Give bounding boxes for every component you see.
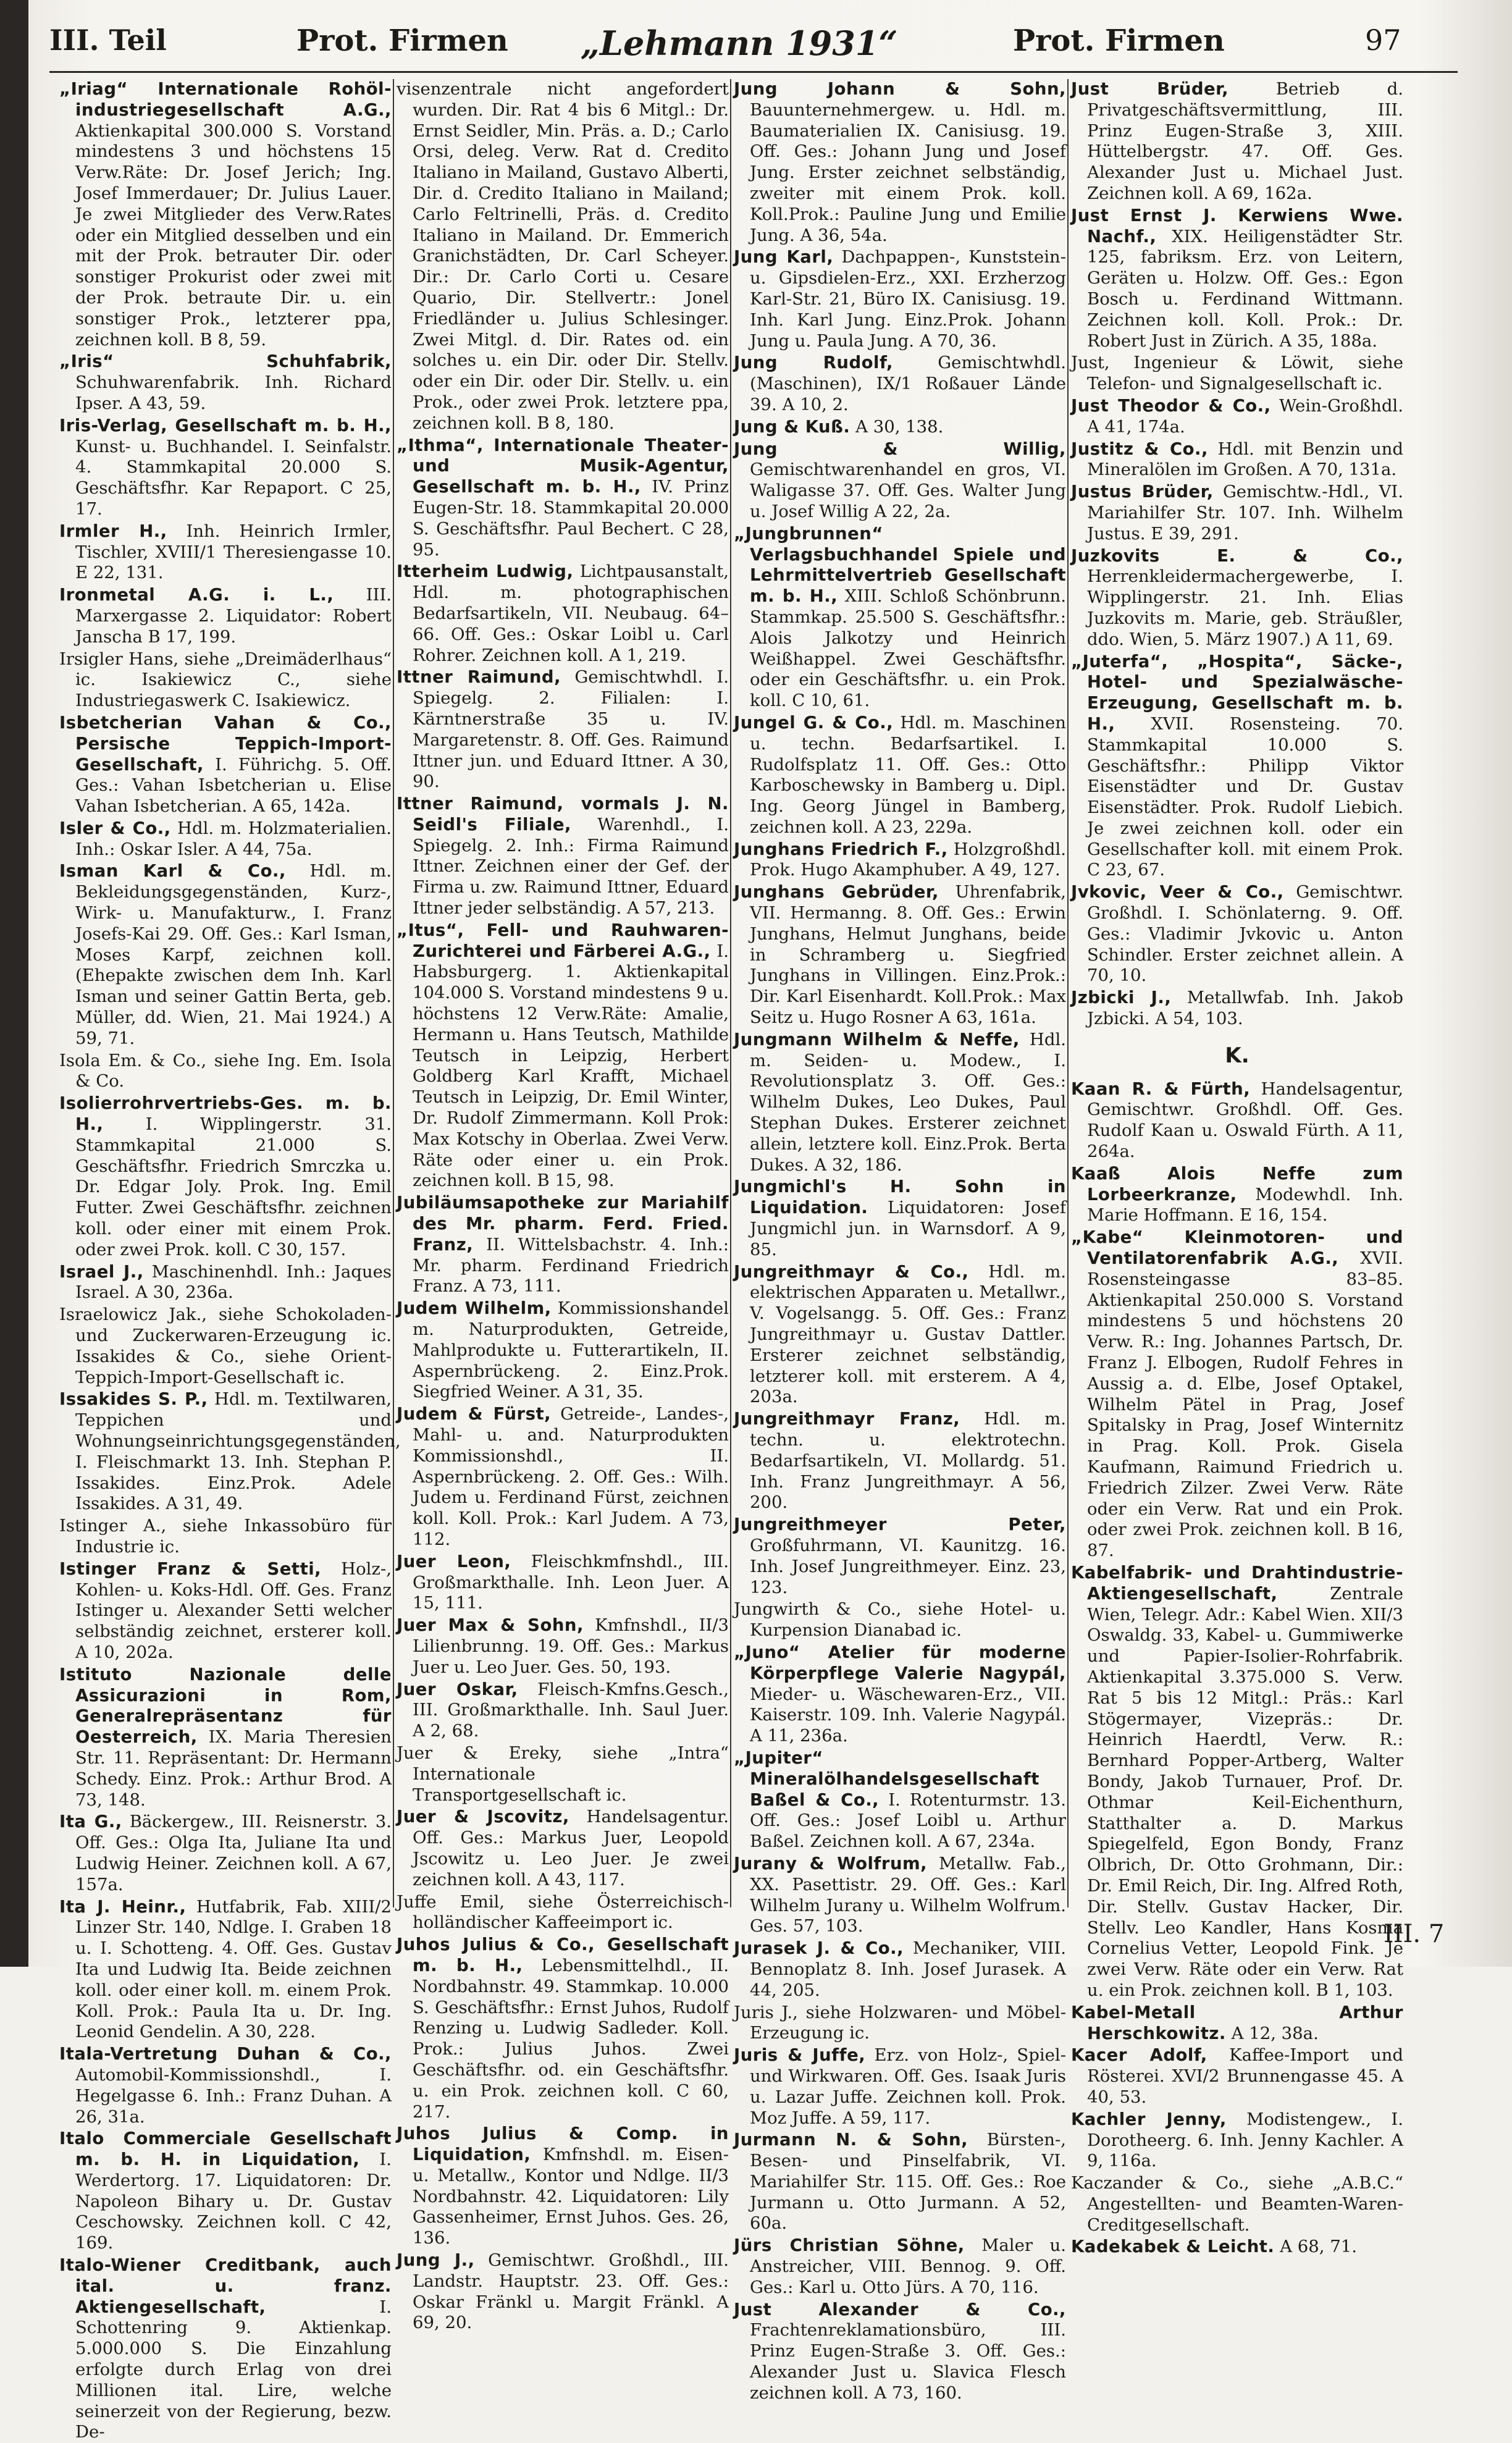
firm-name: Jung Johann & Sohn, xyxy=(734,79,1066,99)
header-center-title: „Lehmann 1931“ xyxy=(581,23,898,63)
entry-details: Holzgroßhdl. Prok. Hugo Akamphuber. A 49, 127. xyxy=(750,839,1067,880)
entry-details: Lichtpausanstalt, Hdl. m. photographischen Bedarfsartikeln, VII. Neubaug. 64–66. Off. Ges.: Oskar Loibl u. Carl Rohrer. Zeichnen koll. A 1, 219. xyxy=(413,561,729,665)
directory-entry xyxy=(59,521,392,584)
firm-name: Irmler H., xyxy=(59,521,167,541)
firm-name: Jung & Willig, xyxy=(734,439,1066,459)
entry-details: Hdl. mit Benzin und Mineralölen im Großen. A 70, 131a. xyxy=(1087,439,1403,480)
directory-entry xyxy=(734,79,1066,246)
directory-entry xyxy=(734,1599,1066,1641)
directory-entry xyxy=(397,561,729,666)
directory-entry xyxy=(59,1516,392,1558)
directory-entry xyxy=(734,247,1066,351)
directory-entry xyxy=(1071,206,1403,352)
firm-name: Jungreithmayr & Co., xyxy=(734,1261,969,1282)
entry-details: visenzentrale nicht angefordert wurden. Dir. Rat 4 bis 6 Mitgl.: Dr. Ernst Seidler, Min. Präs. a. D.; Carlo Orsi, deleg. Verw. Rat d. Credito Italiano in Mailand, Gustavo Alberti, Dir. d. Credito Italiano in Mailand; Carlo Feltrinelli, Präs. d. Credito Italiano in Mailand. Dr. Emmerich Granichstädten, Dr. Carl Scheyer. Dir.: Dr. Carlo Corti u. Cesare Quario, Dir. Stellvertr.: Jonel Friedländer u. Julius Schlesinger. Zwei Mitgl. d. Dir. Rates od. ein solches u. ein Dir. oder Dir. Stellv. oder ein Dir. oder Dir. Stellv. u. ein Prok., oder zwei Prok. letztere ppa, zeichnen koll. B 8, 180. xyxy=(397,79,729,433)
entry-details: Jungwirth & Co., siehe Hotel- u. Kurpension Dianabad ic. xyxy=(734,1599,1066,1641)
directory-entry xyxy=(59,585,392,647)
entry-details: Liquidatoren: Josef Jungmichl jun. in Warnsdorf. A 9, 85. xyxy=(750,1198,1066,1259)
entry-details: Hdl. m. Bekleidungsgegenständen, Kurz-, Wirk- u. Manufakturw., I. Franz Josefs-Kai 29. Off. Ges.: Karl Isman, Moses Karpf, zeichnen koll. (Ehepakte zwischen dem Inh. Karl Isman und seiner Gattin Berta, geb. Müller, dd. Wien, 21. Mai 1924.) A 59, 71. xyxy=(75,861,392,1048)
entry-details: Kaffee-Import und Rösterei. XVI/2 Brunnengasse 45. A 40, 53. xyxy=(1087,2045,1403,2107)
entry-details: Juer & Ereky, siehe „Intra“ Internationale Transportgesellschaft ic. xyxy=(397,1743,729,1805)
firm-name: Jubiläumsapotheke zur Mariahilf des Mr. pharm. Ferd. Fried. Franz, xyxy=(397,1193,729,1255)
firm-name: Isler & Co., xyxy=(59,818,171,838)
directory-entry xyxy=(397,1892,729,1934)
entry-details: XVII. Rosensteingasse 83–85. Aktienkapital 250.000 S. Vorstand mindestens 5 und höchstens 20 Verw. R.: Ing. Johannes Partsch, Dr. Franz J. Elbogen, Rudolf Fehres in Aussig a. d. Elbe, Josef Optakel, Wilhelm Pätel in Prag, Josef Spitalsky in Prag, Josef Winternitz in Prag. Koll. Prok. Gisela Kaufmann, Raimund Friedrich u. Friedrich Zilzer. Zwei Verw. Räte oder ein Verw. Rat und ein Prok. oder zwei Prok. zeichnen koll. B 16, 87. xyxy=(1087,1248,1403,1561)
firm-name: Jungmann Wilhelm & Neffe, xyxy=(734,1029,1020,1049)
entry-details: I. Werdertorg. 17. Liquidatoren: Dr. Napoleon Bihary u. Dr. Gustav Ceschowsky. Zeichnen koll. C 42, 169. xyxy=(75,2150,392,2253)
directory-entry xyxy=(1071,2109,1403,2172)
entry-details: Kommissionshandel m. Naturprodukten, Getreide, Mahlprodukte u. Futterartikeln, II. Aspernbrückeng. 2. Einz.Prok. Siegfried Weiner. A 31, 35. xyxy=(413,1298,729,1402)
entry-details: Hdl. m. Textilwaren, Teppichen und Wohnungseinrichtungsgegenständen, I. Fleischmarkt 13. Inh. Stephan P. Issakides. Einz.Prok. Adele Issakides. A 31, 49. xyxy=(75,1389,401,1514)
entry-details: IV. Prinz Eugen-Str. 18. Stammkapital 20.000 S. Geschäftsfhr. Paul Bechert. C 28, 95. xyxy=(413,477,729,560)
directory-entry xyxy=(1071,2045,1403,2108)
entry-details: Bäckergew., III. Reisnerstr. 3. Off. Ges.: Olga Ita, Juliane Ita und Ludwig Heiner. Zeichnen koll. A 67, 157a. xyxy=(75,1812,392,1894)
entry-details: Isola Em. & Co., siehe Ing. Em. Isola & Co. xyxy=(59,1050,392,1091)
entry-details: Zentrale Wien, Telegr. Adr.: Kabel Wien. XII/3 Oswaldg. 33, Kabel- u. Gummiwerke und Papier-Isolier-Rohrfabrik. Aktienkapital 3.375.000 S. Verw. Rat 5 bis 12 Mitgl.: Präs.: Karl Stögermayer, Vizepräs.: Dr. Heinrich Haerdtl, Verw. R.: Bernhard Popper-Artberg, Walter Bondy, Jakob Turnauer, Prof. Dr. Othmar Keil-Eichenthurn, Statthalter a. D. Markus Spiegelfeld, Egon Bondy, Franz Olbrich, Dr. Otto Grohmann, Dir.: Dr. Emil Reich, Dir. Ing. Alfred Roth, Dir. Stellv. Gustav Hacker, Dir. Stellv. Leo Kandler, Hans Kosma Cornelius Vetter, Leopold Fink. Je zwei Verw. Räte oder ein Verw. Rat u. ein Prok. zeichnen koll. B 1, 103. xyxy=(1087,1583,1403,2000)
entry-details: Getreide-, Landes-, Mahl- u. and. Naturprodukten Kommissionshdl., II. Aspernbrückeng. 2. Off. Ges.: Wilh. Judem u. Ferdinand Fürst, zeichnen koll. Koll. Prok.: Karl Judem. A 73, 112. xyxy=(413,1404,729,1549)
entry-details: Erz. von Holz-, Spiel- und Wirkwaren. Off. Ges. Isaak Juris u. Lazar Juffe. Zeichnen koll. Prok. Moz Juffe. A 59, 117. xyxy=(750,2045,1067,2128)
entry-details: Wein-Großhdl. A 41, 174a. xyxy=(1087,395,1403,437)
directory-entry xyxy=(59,861,392,1049)
page-edge-shadow xyxy=(0,0,28,1967)
entry-details: Juffe Emil, siehe Österreichisch-holländischer Kaffeeimport ic. xyxy=(397,1891,729,1933)
entry-details: I. Habsburgerg. 1. Aktienkapital 104.000 S. Vorstand mindestens 9 u. höchstens 12 Verw.Räte: Amalie, Hermann u. Hans Teutsch, Mathilde Teutsch in Leipzig, Herbert Goldberg Karl Krafft, Michael Teutsch in Leipzig, Dr. Emil Winter, Dr. Rudolf Zimmermann. Koll Prok: Max Kotschy in Oberlaa. Zwei Verw. Räte oder einer u. ein Prok. zeichnen koll. B 15, 98. xyxy=(413,941,729,1191)
directory-entry xyxy=(734,439,1066,523)
entry-details: Herrenkleidermachergewerbe, I. Wipplingerstr. 21. Inh. Elias Juzkovits m. Marie, geb. Sträußler, ddo. Wien, 5. März 1907.) A 11, 69. xyxy=(1087,566,1403,649)
entry-details: Hdl. m. Seiden- u. Modew., I. Revolutionsplatz 3. Off. Ges.: Wilhelm Dukes, Leo Dukes, Paul Stephan Dukes. Ersterer zeichnet allein, letztere koll. Einz.Prok. Berta Dukes. A 32, 186. xyxy=(750,1029,1066,1175)
directory-entry xyxy=(59,351,392,414)
entry-details: Hdl. m. elektrischen Apparaten u. Metallwr., V. Vogelsangg. 5. Off. Ges.: Franz Jungreithmayr u. Gustav Dattler. Ersterer zeichnet selbständig, letzterer koll. mit ersterem. A 4, 203a. xyxy=(750,1261,1067,1407)
directory-entry xyxy=(59,2129,392,2254)
directory-entry xyxy=(734,2130,1066,2234)
entry-details: I. Rotenturmstr. 13. Off. Ges.: Josef Loibl u. Arthur Baßel. Zeichnen koll. A 67, 234a. xyxy=(750,1789,1066,1852)
firm-name: Jungel G. & Co., xyxy=(734,712,894,733)
firm-name: Kachler Jenny, xyxy=(1071,2109,1227,2129)
firm-name: Ita G., xyxy=(59,1812,122,1832)
directory-entry xyxy=(397,1935,729,2122)
firm-name: „Kabe“ Kleinmotoren- und Ventilatorenfabrik A.G., xyxy=(1071,1227,1403,1269)
firm-name: „Ithma“, Internationale Theater- und Musik-Agentur, Gesellschaft m. b. H., xyxy=(397,435,729,497)
directory-entry xyxy=(397,1193,729,1297)
entry-details: Mieder- u. Wäschewaren-Erz., VII. Kaiserstr. 109. Inh. Valerie Nagypál. A 11, 236a. xyxy=(750,1684,1066,1746)
directory-entry xyxy=(59,818,392,860)
directory-column-3 xyxy=(734,79,1067,2403)
firm-name: Jürs Christian Söhne, xyxy=(734,2235,965,2256)
firm-name: Just Ernst J. Kerwiens Wwe. Nachf., xyxy=(1071,205,1403,246)
entry-details: Inh. Heinrich Irmler, Tischler, XVIII/1 Theresiengasse 10. E 22, 131. xyxy=(75,521,392,583)
entry-details: Israelowicz Jak., siehe Schokoladen- und Zuckerwaren-Erzeugung ic. Issakides & Co., siehe Orient-Teppich-Import-Gesellschaft ic. xyxy=(59,1305,392,1387)
directory-entry xyxy=(397,2124,729,2249)
entry-details: Kaczander & Co., siehe „A.B.C.“ Angestellten- und Beamten-Waren-Creditgesellschaft. xyxy=(1071,2173,1403,2235)
directory-entry xyxy=(1071,988,1403,1030)
firm-name: Jvkovic, Veer & Co., xyxy=(1071,882,1284,902)
directory-entry xyxy=(397,794,729,919)
firm-name: Kacer Adolf, xyxy=(1071,2045,1208,2066)
entry-details: Gemischtwhdl. (Maschinen), IX/1 Roßauer Lände 39. A 10, 2. xyxy=(750,353,1066,414)
entry-details: Schuhwarenfabrik. Inh. Richard Ipser. A 43, 59. xyxy=(75,372,392,413)
firm-name: Istituto Nazionale delle Assicurazioni in Rom, Generalrepräsentanz für Oesterreich, xyxy=(59,1664,392,1747)
entry-details: Betrieb d. Privatgeschäftsvermittlung, III. Prinz Eugen-Straße 3, XIII. Hüttelbergstr. 47. Off. Ges. Alexander Just u. Michael Just. Zeichnen koll. A 69, 162a. xyxy=(1087,79,1403,203)
firm-name: Jungmichl's H. Sohn in Liquidation. xyxy=(734,1177,1066,1218)
firm-name: Kabelfabrik- und Drahtindustrie-Aktiengesellschaft, xyxy=(1071,1562,1403,1604)
directory-entry xyxy=(734,1409,1066,1513)
firm-name: Justitz & Co., xyxy=(1071,439,1208,459)
firm-name: Juhos Julius & Comp. in Liquidation, xyxy=(397,2124,729,2165)
directory-entry xyxy=(734,2045,1066,2129)
firm-name: Istinger Franz & Setti, xyxy=(59,1558,322,1579)
firm-name: Juhos Julius & Co., Gesellschaft m. b. H., xyxy=(397,1935,729,1975)
entry-details: Maler u. Anstreicher, VIII. Bennog. 9. Off. Ges.: Karl u. Otto Jürs. A 70, 116. xyxy=(750,2235,1066,2297)
firm-name: „Juterfa“, „Hospita“, Säcke-, Hotel- und Spezialwäsche-Erzeugung, Gesellschaft m. b. H., xyxy=(1071,651,1403,734)
directory-entry xyxy=(397,1680,729,1742)
directory-entry xyxy=(59,649,392,712)
directory-entry xyxy=(1071,882,1403,986)
entry-details: I. Schottenring 9. Aktienkap. 5.000.000 S. Die Einzahlung erfolgte durch Erlag von drei Millionen ital. Lire, welche seinerzeit von der Regierung, bezw. De- xyxy=(75,2297,392,2442)
entry-details: Uhrenfabrik, VII. Hermanng. 8. Off. Ges.: Erwin Junghans, Helmut Junghans, beide in Schramberg u. Siegfried Junghans in Villingen. Einz.Prok.: Dir. Karl Eisenhardt. Koll.Prok.: Max Seitz u. Hugo Rosner A 63, 161a. xyxy=(750,882,1066,1028)
directory-column-1 xyxy=(59,79,401,2442)
directory-entry xyxy=(1071,1079,1403,1163)
entry-details: Gemischtw.-Hdl., VI. Mariahilfer Str. 107. Inh. Wilhelm Justus. E 39, 291. xyxy=(1087,482,1403,544)
entry-details: Just, Ingenieur & Löwit, siehe Telefon- und Signalgesellschaft ic. xyxy=(1071,353,1403,394)
firm-name: Jung & Kuß. xyxy=(734,416,850,437)
firm-name: Juer & Jscovitz, xyxy=(397,1807,569,1827)
directory-entry xyxy=(734,2235,1066,2298)
directory-entry xyxy=(59,1051,392,1093)
entry-details: Gemischtwhdl. I. Spiegelg. 2. Filialen: I. Kärntnerstraße 35 u. IV. Margaretenstr. 8. Off. Ges. Raimund Ittner jun. und Eduard Ittner. A 30, 90. xyxy=(413,667,729,792)
firm-name: Ironmetal A.G. i. L., xyxy=(59,585,334,605)
directory-entry xyxy=(734,1262,1066,1408)
firm-name: Jungreithmayr Franz, xyxy=(734,1409,960,1429)
entry-details: Modewhdl. Inh. Marie Hoffmann. E 16, 154. xyxy=(1087,1184,1403,1226)
column-divider xyxy=(1067,79,1069,1907)
directory-entry xyxy=(734,524,1066,712)
entry-details: Istinger A., siehe Inkassobüro für Industrie ic. xyxy=(59,1516,392,1557)
firm-name: Itala-Vertretung Duhan & Co., xyxy=(59,2044,392,2064)
firm-name: Itterheim Ludwig, xyxy=(397,561,574,582)
entry-details: Metallwfab. Inh. Jakob Jzbicki. A 54, 103. xyxy=(1087,988,1403,1029)
directory-entry xyxy=(1071,396,1403,438)
firm-name: Iris-Verlag, Gesellschaft m. b. H., xyxy=(59,415,392,435)
directory-entry xyxy=(59,416,392,520)
entry-details: Hdl. m. techn. u. elektrotechn. Bedarfsartikeln, VI. Mollardg. 51. Inh. Franz Jungreithmayr. A 56, 200. xyxy=(750,1409,1066,1513)
directory-entry xyxy=(397,1615,729,1678)
directory-entry xyxy=(1071,652,1403,881)
entry-details: Lebensmittelhdl., II. Nordbahnstr. 49. Stammkap. 10.000 S. Geschäftsfhr.: Ernst Juhos, Rudolf Renzing u. Ludwig Sadleder. Koll. Prok.: Julius Juhos. Zwei Geschäftsfhr. od. ein Geschäftsfhr. u. ein Prok. zeichnen koll. C 60, 217. xyxy=(413,1955,729,2122)
directory-entry xyxy=(734,1854,1066,1937)
directory-entry xyxy=(1071,439,1403,481)
entry-details: IX. Maria Theresien Str. 11. Repräsentant: Dr. Hermann Schedy. Einz. Prok.: Arthur Brod. A 73, 148. xyxy=(75,1727,392,1810)
firm-name: „Iris“ Schuhfabrik, xyxy=(59,351,392,372)
directory-entry xyxy=(397,1552,729,1614)
directory-entry xyxy=(59,1897,392,2043)
entry-details: Hutfabrik, Fab. XIII/2 Linzer Str. 140, Ndlge. I. Graben 18 u. I. Schotteng. 4. Off. Ges. Gustav Ita und Ludwig Ita. Beide zeichnen koll. oder einer koll. m. einem Prok. Koll. Prok.: Paula Ita u. Dr. Ing. Leonid Gendelin. A 30, 228. xyxy=(75,1896,392,2042)
entry-details: Großfuhrmann, VI. Kaunitzg. 16. Inh. Josef Jungreithmeyer. Einz. 23, 123. xyxy=(750,1535,1066,1597)
firm-name: „Jupiter“ Mineralölhandelsgesellschaft Baßel & Co., xyxy=(734,1747,1040,1810)
firm-name: „Jungbrunnen“ Verlagsbuchhandel Spiele und Lehrmittelvertrieb Gesellschaft m. b. H., xyxy=(734,523,1066,607)
entry-details: XIII. Schloß Schönbrunn. Stammkap. 25.500 S. Geschäftsfhr.: Alois Jalkotzy und Heinrich Weißhappel. Zwei Geschäftsfhr. oder ein Geschäftsfhr. u. ein Prok. koll. C 10, 61. xyxy=(750,586,1066,711)
directory-entry xyxy=(397,1743,729,1806)
entry-details: Bauunternehmergew. u. Hdl. m. Baumaterialien IX. Canisiusg. 19. Off. Ges.: Johann Jung und Josef Jung. Erster zeichnet selbständig, zweiter mit einem Prok. koll. Koll.Prok.: Pauline Jung und Emilie Jung. A 36, 54a. xyxy=(750,99,1066,245)
directory-entry xyxy=(1071,79,1403,204)
directory-entry xyxy=(397,2250,729,2334)
page-header xyxy=(49,23,1451,67)
firm-name: Jung Rudolf, xyxy=(734,353,893,373)
entry-details: Automobil-Kommissionshdl., I. Hegelgasse 6. Inh.: Franz Duhan. A 26, 31a. xyxy=(75,2064,392,2127)
firm-name: Juris & Juffe, xyxy=(734,2045,866,2066)
firm-name: Israel J., xyxy=(59,1261,144,1282)
entry-details: Handelsagentur, Gemischtwr. Großhdl. Off. Ges. Rudolf Kaan u. Oswald Fürth. A 11, 264a. xyxy=(1087,1079,1403,1162)
header-right-title: Prot. Firmen xyxy=(1013,23,1225,58)
entry-details: Hdl. m. Maschinen u. techn. Bedarfsartikel. I. Rudolfsplatz 11. Off. Ges.: Otto Karboschewsky in Bamberg u. Dipl. Ing. Georg Jüngel in Bamberg, zeichnen koll. A 23, 229a. xyxy=(750,712,1067,837)
firm-name: „Juno“ Atelier für moderne Körperpflege Valerie Nagypál, xyxy=(734,1642,1066,1683)
entry-details: Gemischtwr. Großhdl., III. Landstr. Hauptstr. 23. Off. Ges.: Oskar Fränkl u. Margit Fränkl. A 69, 20. xyxy=(413,2250,729,2333)
firm-name: Italo Commerciale Gesellschaft m. b. H. in Liquidation, xyxy=(59,2129,392,2170)
firm-name: Jung J., xyxy=(397,2250,475,2271)
directory-entry xyxy=(59,1559,392,1663)
firm-name: Justus Brüder, xyxy=(1071,482,1214,502)
firm-name: Juer Leon, xyxy=(397,1551,511,1571)
firm-name: Isbetcherian Vahan & Co., Persische Teppich-Import-Gesellschaft, xyxy=(59,712,392,775)
entry-details: Maschinenhdl. Inh.: Jaques Israel. A 30, 236a. xyxy=(75,1261,392,1303)
firm-name: Kaan R. & Fürth, xyxy=(1071,1079,1251,1099)
column-divider xyxy=(730,79,731,1907)
entry-details: Fleisch-Kmfns.Gesch., III. Großmarkthalle. Inh. Saul Juer. A 2, 68. xyxy=(413,1679,729,1741)
directory-entry xyxy=(59,1093,392,1260)
directory-entry xyxy=(59,713,392,817)
directory-entry xyxy=(397,1807,729,1890)
entry-details: Mechaniker, VIII. Bennoplatz 8. Inh. Josef Jurasek. A 44, 205. xyxy=(750,1938,1067,2000)
directory-entry xyxy=(59,79,392,350)
directory-entry xyxy=(1071,1227,1403,1562)
directory-entry xyxy=(1071,2237,1403,2258)
firm-name: Junghans Gebrüder, xyxy=(734,882,939,902)
directory-entry xyxy=(734,2003,1066,2045)
directory-entry xyxy=(734,1030,1066,1176)
firm-name: Kaaß Alois Neffe zum Lorbeerkranze, xyxy=(1071,1163,1403,1205)
firm-name: Jurany & Wolfrum, xyxy=(734,1853,928,1873)
section-letter: K. xyxy=(1225,1043,1250,1068)
entry-details: Metallw. Fab., XX. Pasettistr. 29. Off. Ges.: Karl Wilhelm Jurany u. Wilhelm Wolfrum. Ges. 57, 103. xyxy=(750,1853,1066,1936)
directory-column-2 xyxy=(397,79,729,2333)
firm-name: Jungreithmeyer Peter, xyxy=(734,1515,1066,1535)
entry-details: Frachtenreklamationsbüro, III. Prinz Eugen-Straße 3. Off. Ges.: Alexander Just u. Slavica Flesch zeichnen koll. A 73, 160. xyxy=(750,2320,1066,2403)
directory-entry xyxy=(734,1515,1066,1598)
entry-details: A 68, 71. xyxy=(1280,2237,1357,2257)
firm-name: Isolierrohrvertriebs-Ges. m. b. H., xyxy=(59,1093,392,1135)
directory-entry xyxy=(1071,1563,1403,2001)
entry-details: Holz-, Kohlen- u. Koks-Hdl. Off. Ges. Franz Istinger u. Alexander Setti welcher selbständig zeichnet, ersterer koll. A 10, 202a. xyxy=(75,1558,392,1662)
directory-column-4 xyxy=(1071,79,1403,2257)
directory-entry xyxy=(59,1262,392,1304)
page-number: 97 xyxy=(1365,23,1401,57)
entry-details: Fleischkmfnshdl., III. Großmarkthalle. Inh. Leon Juer. A 15, 111. xyxy=(413,1551,729,1613)
directory-entry xyxy=(734,1177,1066,1260)
firm-name: Ittner Raimund, xyxy=(397,667,561,687)
directory-entry xyxy=(397,920,729,1192)
firm-name: Junghans Friedrich F., xyxy=(734,839,948,859)
directory-entry xyxy=(1071,2173,1403,2235)
directory-entry xyxy=(734,839,1066,881)
firm-name: Just Alexander & Co., xyxy=(734,2299,1066,2319)
firm-name: Ittner Raimund, vormals J. N. Seidl's Filiale, xyxy=(397,794,729,835)
firm-name: Juer Max & Sohn, xyxy=(397,1615,584,1636)
entry-details: Dachpappen-, Kunststein- u. Gipsdielen-Erz., XXI. Erzherzog Karl-Str. 21, Büro IX. Canisiusg. 19. Inh. Karl Jung. Einz.Prok. Johann Jung u. Paula Jung. A 70, 36. xyxy=(750,247,1066,351)
firm-name: „Itus“, Fell- und Rauhwaren-Zurichterei und Färberei A.G., xyxy=(397,920,729,961)
directory-entry xyxy=(734,1642,1066,1747)
entry-details: Kmfnshdl., II/3 Lilienbrunng. 19. Off. Ges.: Markus Juer u. Leo Juer. Ges. 50, 193. xyxy=(413,1615,729,1677)
entry-details: A 30, 138. xyxy=(855,416,944,437)
firm-name: Jzbicki J., xyxy=(1071,988,1172,1008)
directory-entry xyxy=(59,1812,392,1895)
firm-name: Judem Wilhelm, xyxy=(397,1298,552,1319)
directory-entry xyxy=(1071,2003,1403,2045)
directory-entry xyxy=(397,435,729,561)
directory-entry xyxy=(1071,482,1403,544)
column-divider xyxy=(393,79,394,1907)
entry-details: III. Marxergasse 2. Liquidator: Robert Janscha B 17, 199. xyxy=(75,585,392,647)
firm-name: Juer Oskar, xyxy=(397,1679,518,1699)
directory-entry xyxy=(59,1305,392,1388)
directory-entry xyxy=(59,1665,392,1811)
sheet-signature: III. 7 xyxy=(1384,1920,1445,1948)
entry-details: XVII. Rosensteing. 70. Stammkapital 10.000 S. Geschäftsfhr.: Philipp Viktor Eisenstädter und Dr. Gustav Eisenstädter. Prok. Rudolf Liebich. Je zwei zeichnen koll. oder ein Gesellschafter koll. mit einem Prok. C 23, 67. xyxy=(1087,713,1403,880)
entry-details: Irsigler Hans, siehe „Dreimäderlhaus“ ic. Isakiewicz C., siehe Industriegaswerk C. Isakiewicz. xyxy=(59,649,392,711)
entry-details: Aktienkapital 300.000 S. Vorstand mindestens 3 und höchstens 15 Verw.Räte: Dr. Josef Jerich; Ing. Josef Immerdauer; Dr. Julius Lauer. Je zwei Mitglieder des Verw.Rates oder ein Mitglied desselben und ein mit der Prok. betrauter Dir. oder sonstiger Prokurist oder zwei mit der Prok. betraute Dir. u. ein sonstiger Prok., letzterer ppa, zeichnen koll. B 8, 59. xyxy=(75,120,392,350)
firm-name: Just Brüder, xyxy=(1071,79,1229,99)
header-left-title: Prot. Firmen xyxy=(296,23,508,58)
directory-entry xyxy=(59,2044,392,2127)
firm-name: Italo-Wiener Creditbank, auch ital. u. franz. Aktiengesellschaft, xyxy=(59,2255,392,2317)
directory-entry xyxy=(734,417,1066,438)
entry-details: Hdl. m. Holzmaterialien. Inh.: Oskar Isler. A 44, 75a. xyxy=(75,818,392,859)
entry-details: Warenhdl., I. Spiegelg. 2. Inh.: Firma Raimund Ittner. Zeichnen einer der Gef. der Firma u. zw. Raimund Ittner, Eduard Ittner jeder selbständig. A 57, 213. xyxy=(413,814,729,919)
directory-entry xyxy=(734,1938,1066,2001)
directory-entry xyxy=(1071,353,1403,395)
entry-details: XIX. Heiligenstädter Str. 125, fabriksm. Erz. von Leitern, Geräten u. Holzw. Off. Ges.: Egon Bosch u. Ferdinand Wittmann. Zeichnen koll. Koll. Prok.: Dr. Robert Just in Zürich. A 35, 188a. xyxy=(1087,226,1403,351)
directory-entry xyxy=(734,1748,1066,1852)
directory-entry xyxy=(1071,546,1403,650)
firm-name: Judem & Fürst, xyxy=(397,1404,552,1424)
firm-name: Jurasek J. & Co., xyxy=(734,1938,904,1959)
entry-details: Modistengew., I. Dorotheerg. 6. Inh. Jenny Kachler. A 9, 116a. xyxy=(1087,2109,1403,2171)
header-rule xyxy=(49,71,1458,73)
firm-name: Isman Karl & Co., xyxy=(59,861,286,881)
directory-entry xyxy=(734,2300,1066,2404)
directory-entry xyxy=(397,1298,729,1403)
entry-details: Handelsagentur. Off. Ges.: Markus Juer, Leopold Jscowitz u. Leo Juer. Je zwei zeichnen koll. A 43, 117. xyxy=(413,1807,729,1890)
entry-details: Gemischtwarenhandel en gros, VI. Waligasse 37. Off. Ges. Walter Jung u. Josef Willig A 22, 2a. xyxy=(750,460,1066,521)
entry-details: II. Wittelsbachstr. 4. Inh.: Mr. pharm. Ferdinand Friedrich Franz. A 73, 111. xyxy=(413,1234,729,1297)
directory-entry xyxy=(734,713,1066,838)
directory-entry xyxy=(734,882,1066,1028)
entry-details: Juris J., siehe Holzwaren- und Möbel-Erzeugung ic. xyxy=(734,2002,1066,2043)
firm-name: Just Theodor & Co., xyxy=(1071,395,1271,416)
directory-entry xyxy=(59,2255,392,2443)
directory-entry xyxy=(397,79,729,434)
entry-details: Kmfnshdl. m. Eisen- u. Metallw., Kontor und Ndlge. II/3 Nordbahnstr. 42. Liquidatoren: Lily Gassenheimer, Ernst Juhos. Ges. 26, 136. xyxy=(413,2145,729,2248)
directory-entry xyxy=(59,1389,401,1515)
entry-details: Gemischtwr. Großhdl. I. Schönlaterng. 9. Off. Ges.: Vladimir Jvkovic u. Anton Schindler. Erster zeichnet allein. A 70, 10. xyxy=(1087,882,1403,986)
firm-name: Issakides S. P., xyxy=(59,1389,208,1410)
entry-details: Kunst- u. Buchhandel. I. Seinfalstr. 4. Stammkapital 20.000 S. Geschäftsfhr. Kar Repaport. C 25, 17. xyxy=(75,436,392,519)
firm-name: Kadekabek & Leicht. xyxy=(1071,2237,1275,2257)
firm-name: Kabel-Metall Arthur Herschkowitz. xyxy=(1071,2002,1403,2043)
directory-entry xyxy=(734,353,1066,415)
firm-name: „Iriag“ Internationale Rohöl-industriegesellschaft A.G., xyxy=(59,79,392,120)
firm-name: Jurmann N. & Sohn, xyxy=(734,2130,968,2150)
entry-details: A 12, 38a. xyxy=(1231,2023,1319,2043)
firm-name: Juzkovits E. & Co., xyxy=(1071,545,1403,566)
directory-entry xyxy=(397,667,729,793)
entry-details: I. Wipplingerstr. 31. Stammkapital 21.000 S. Geschäftsfhr. Friedrich Smrczka u. Dr. Edgar Joly. Prok. Ing. Emil Futter. Zwei Geschäftsfhr. zeichnen koll. oder einer mit einem Prok. oder zwei Prok. koll. C 30, 157. xyxy=(75,1114,392,1259)
entry-details: I. Führichg. 5. Off. Ges.: Vahan Isbetcherian u. Elise Vahan Isbetcherian. A 65, 142a. xyxy=(75,754,392,817)
part-label: III. Teil xyxy=(49,23,167,57)
directory-entry xyxy=(397,1404,729,1550)
directory-entry xyxy=(1071,1164,1403,1226)
entry-details: Bürsten-, Besen- und Pinselfabrik, VI. Mariahilfer Str. 115. Off. Ges.: Roe Jurmann u. Otto Jurmann. A 52, 60a. xyxy=(750,2130,1066,2234)
firm-name: Ita J. Heinr., xyxy=(59,1896,187,1917)
firm-name: Jung Karl, xyxy=(734,247,834,267)
